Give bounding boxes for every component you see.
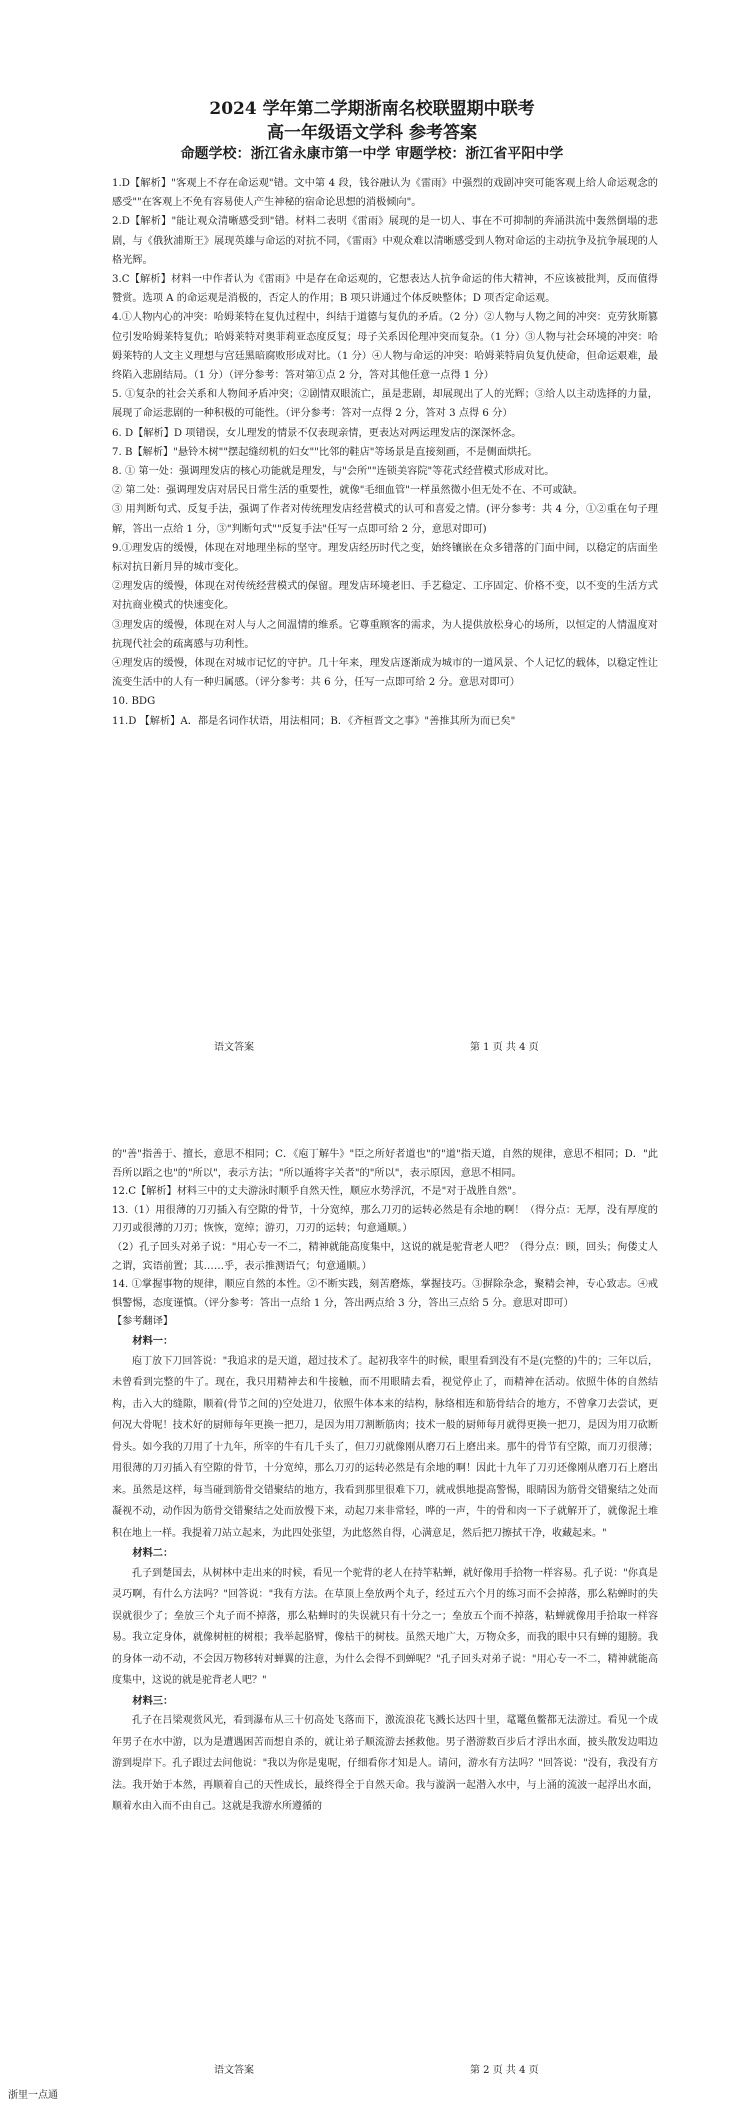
answer-paragraph: ③理发店的缓慢，体现在对人与人之间温情的维系。它尊重顾客的需求，为人提供放松身心的场所，以恒定的人情温度对抗现代社会的疏离感与功利性。 — [112, 619, 658, 650]
footer-label: 语文答案 — [214, 1042, 254, 1053]
material-3-translation: 孔子在吕梁观赏风光，看到瀑布从三十仞高处飞落而下，激流浪花飞溅长达四十里，鼋鼍鱼鳖都无法游过。看见一个成年男子在水中游，以为是遭遇困苦而想自杀的，就让弟子顺流游去拯救他。男子潜游数百步后才浮出水面，披头散发边唱边游到堤岸下。孔子跟过去问他说："我以为你是鬼呢，仔细看你才知是人。请问，游水有方法吗？"回答说："没有，我没有方法。我开始于本然，再顺着自己的天性成长，最终得全于自然天命。我与漩涡一起潜入水中，与上涌的流波一起浮出水面，顺着水由入而不由自己。这就是我游水所遵循的 — [112, 1715, 658, 1813]
answer-page-2 — [0, 1140, 744, 2080]
page-number: 第 2 页 共 4 页 — [470, 2065, 539, 2076]
answer-paragraph: 13.（1）用很薄的刀刃插入有空隙的骨节，十分宽绰，那么刀刃的运转必然是有余地的啊！（得分点：无厚，没有厚度的刀刃或很薄的刀刃；恢恢，宽绰；游刃，刀刃的运转；句意通顺。） — [112, 1204, 658, 1235]
exam-subtitle: 高一年级语文学科 参考答案 — [267, 123, 477, 143]
answer-paragraph: ②理发店的缓慢，体现在对传统经营模式的保留。理发店环境老旧、手艺稳定、工序固定、价格不变，以不变的生活方式对抗商业模式的快速变化。 — [112, 581, 658, 612]
page-number: 第 1 页 共 4 页 — [470, 1042, 539, 1053]
watermark-label: 浙里一点通 — [8, 2090, 58, 2101]
answer-paragraph: 1.D【解析】"客观上不存在命运观"错。文中第 4 段，钱谷融认为《雷雨》中强烈的戏剧冲突可能客观上给人命运观念的感受""在客观上不免有容易使人产生神秘的宿命论思想的消极倾向"。 — [112, 178, 658, 209]
page2-answers — [112, 1146, 658, 1818]
answer-paragraph: 14. ①掌握事物的规律，顺应自然的本性。②不断实践，刻苦磨炼，掌握技巧。③摒除杂念，聚精会神，专心致志。④戒惧警惕，态度谨慎。（评分参考：答出一点给 1 分，答出两点给 3 分，答出三点给 5 分。意思对即可） — [112, 1279, 658, 1309]
answer-paragraph: 12.C【解析】材料三中的丈夫游泳时顺乎自然天性，顺应水势浮沉，不是"对于战胜自然"。 — [112, 1186, 523, 1198]
answer-paragraph: 9.①理发店的缓慢，体现在对地理坐标的坚守。理发店经历时代之变，始终镶嵌在众多错落的门面中间，以稳定的店面坐标对抗日新月异的城市变化。 — [112, 542, 658, 574]
answer-paragraph: 2.D【解析】"能让观众清晰感受到"错。材料二表明《雷雨》展现的是一切人、事在不可抑制的奔涌洪流中轰然倒塌的悲剧，与《俄狄浦斯王》展现英雄与命运的对抗不同，《雷雨》中观众难以清晰感受到人物对命运的主动抗争及抗争展现的人格光辉。 — [112, 216, 658, 266]
answer-paragraph: 的"善"指善于、擅长，意思不相同；C．《庖丁解牛》"臣之所好者道也"的"道"指天道，自然的规律，意思不相同；D．"此吾所以蹈之也"的"所以"，表示方法；"所以遁将字关者"的"所以"，表示原因，意思不相同。 — [112, 1149, 658, 1179]
answer-paragraph: 5. ①复杂的社会关系和人物间矛盾冲突；②剧情双眼流亡，虽是悲剧，却展现出了人的光辉；③给人以主动选择的力量，展现了命运悲剧的一种积极的可能性。（评分参考：答对一点得 2 分，答对 3 点得 6 分） — [112, 389, 658, 420]
material-2-title: 材料二： — [132, 1547, 174, 1560]
footer-label: 语文答案 — [214, 2065, 254, 2076]
answer-paragraph: （2）孔子回头对弟子说："用心专一不二，精神就能高度集中，这说的就是驼背老人吧？（得分点：顾，回头；佝偻丈人之谓，宾语前置；其……乎，表示推测语气；句意通顺。） — [112, 1241, 658, 1272]
answer-paragraph: 4.①人物内心的冲突：哈姆莱特在复仇过程中，纠结于道德与复仇的矛盾。（2 分）②人物与人物之间的冲突：克劳狄斯篡位引发哈姆莱特复仇；哈姆莱特对奥菲莉亚态度反复；母子关系因伦理冲突而复杂。（1 分）③人物与社会环境的冲突：哈姆莱特的人文主义理想与宫廷黑暗腐败形成对比。（1 分）④人物与命运的冲突：哈姆莱特肩负复仇使命，但命运艰难，最终陷入悲剧结局。（1 分）（评分参考：答对第①点 2 分，答对其他任意一点得 1 分） — [112, 312, 658, 382]
answer-paragraph: ④理发店的缓慢，体现在对城市记忆的守护。几十年来，理发店逐渐成为城市的一道风景、个人记忆的载体，以稳定性让流变生活中的人有一种归属感。（评分参考：共 6 分，任写一点即可给 2 分。意思对即可） — [112, 658, 658, 689]
translation-heading: 【参考翻译】 — [112, 1316, 174, 1328]
answer-paragraph: 6. D【解析】D 项错误，女儿理发的情景不仅表现亲情，更表达对两运理发店的深深怀念。 — [112, 427, 522, 439]
answer-paragraph: ② 第二处：强调理发店对居民日常生活的重要性，就像"毛细血管"一样虽然微小但无处不在、不可或缺。 — [112, 485, 584, 497]
answer-paragraph: 10. BDG — [112, 696, 156, 708]
school-credits: 命题学校：浙江省永康市第一中学 审题学校：浙江省平阳中学 — [180, 146, 564, 162]
answer-paragraph: 7. B【解析】"悬铃木树""摆起缝纫机的妇女""比邻的鞋店"等场景是直接刻画，不是侧面烘托。 — [112, 446, 538, 458]
answer-paragraph: 8. ① 第一处：强调理发店的核心功能就是理发，与"会所""连锁美容院"等花式经营模式形成对比。 — [112, 466, 555, 478]
material-1-title: 材料一： — [132, 1334, 174, 1347]
answer-paragraph: 11.D 【解析】A．都是名词作状语，用法相同；B．《齐桓晋文之事》"善推其所为而已矣" — [112, 715, 516, 727]
material-2-translation: 孔子到楚国去，从树林中走出来的时候，看见一个驼背的老人在持竿粘蝉，就好像用手拾物一样容易。孔子说："你真是灵巧啊，有什么方法吗？"回答说："我有方法。在草顶上垒放两个丸子，经过五六个月的练习而不会掉落，那么粘蝉时的失误就很少了；垒放三个丸子而不掉落，那么粘蝉时的失误就只有十分之一；垒放五个而不掉落，粘蝉就像用手拾取一样容易。我立定身体，就像树桩的树根；我举起胳臂，像枯干的树枝。虽然天地广大，万物众多，而我的眼中只有蝉的翅膀。我的身体一动不动，不会因万物移转对蝉翼的注意，为什么会得不到蝉呢？"孔子回头对弟子说："用心专一不二，精神就能高度集中，这说的就是驼背老人吧？" — [112, 1567, 658, 1687]
material-3-title: 材料三： — [132, 1694, 174, 1707]
exam-title: 2024 学年第二学期浙南名校联盟期中联考 — [209, 99, 535, 119]
answer-paragraph: ③ 用判断句式、反复手法，强调了作者对传统理发店经营模式的认可和喜爱之情。(评分参考：共 4 分，①②重在句子理解，答出一点给 1 分，③"判断句式""反复手法"任写一点即可给 2 分，意思对即可) — [112, 504, 658, 535]
page1-answers — [112, 174, 658, 731]
material-1-translation: 庖丁放下刀回答说："我追求的是天道，超过技术了。起初我宰牛的时候，眼里看到没有不是(完整的)牛的；三年以后，未曾看到完整的牛了。现在，我只用精神去和牛接触，而不用眼睛去看，视觉停止了，而精神在活动。依照牛体的自然结构，击入大的缝隙，顺着(骨节之间的)空处进刀，依照牛体本来的结构，脉络相连和筋骨结合的地方，不曾拿刀去尝试，更何况大骨呢！技术好的厨师每年更换一把刀，是因为用刀割断筋肉；技术一般的厨师每月就得更换一把刀，是因为用刀砍断骨头。如今我的刀用了十九年，所宰的牛有几千头了，但刀刃就像刚从磨刀石上磨出来。那牛的骨节有空隙，而刀刃很薄；用很薄的刀刃插入有空隙的骨节，十分宽绰，那么刀刃的运转必然是有余地的啊！因此十九年了刀刃还像刚从磨刀石上磨出来。虽然是这样，每当碰到筋骨交错聚结的地方，我看到那里很难下刀，就戒惧地提高警惕，眼睛因为筋骨交错聚结之处而凝视不动，动作因为筋骨交错聚结之处而放慢下来，动起刀来非常轻，哗的一声，牛的骨和肉一下子就解开了，就像泥土堆积在地上一样。我提着刀站立起来，为此四处张望，为此悠然自得，心满意足，然后把刀擦拭干净，收藏起来。" — [112, 1355, 658, 1539]
answer-paragraph: 3.C【解析】材料一中作者认为《雷雨》中是存在命运观的，它想表达人抗争命运的伟大精神，不应该被批判，反而值得赞赏。选项 A 的命运观是消极的，否定人的作用；B 项只讲通过个体反映整体；D 项否定命运观。 — [112, 274, 658, 305]
